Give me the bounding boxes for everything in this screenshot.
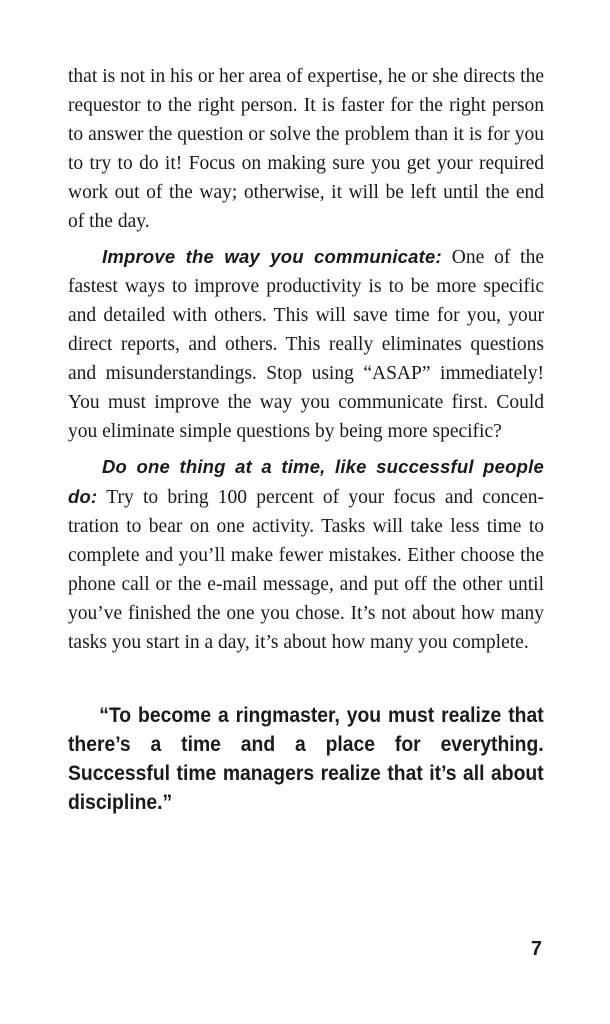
paragraph-one-thing xyxy=(68,452,544,657)
pull-quote: “To become a ringmaster, you must realize that there’s a time and a place for everything. Successful time managers realize that it’s all about discipline.” xyxy=(68,704,544,814)
runin-heading-communicate: Improve the way you communicate: xyxy=(102,246,442,267)
runin-heading-one-thing: Do one thing at a time, like successful people do: xyxy=(68,456,544,507)
page-body xyxy=(68,62,544,817)
paragraph-text: that is not in his or her area of expertise, he or she directs the requestor to the right person. It is faster for the right person to answer the question or solve the problem than it is for you to try to do it! Focus on making sure you get your required work out of the way; otherwise, it will be left until the end of the day. xyxy=(68,66,544,232)
paragraph-communicate xyxy=(68,242,544,446)
paragraph-text: Try to bring 100 percent of your focus and concentration to bear on one activity. Tasks will take less time to complete and you’ll make fewer mistakes. Either choose the phone call or the e-mail message, and put off the other until you’ve finished the one you chose. It’s not about how many tasks you start in a day, it’s about how many you complete. xyxy=(68,487,544,653)
paragraph-continuation xyxy=(68,62,544,236)
page-number: 7 xyxy=(530,938,542,960)
paragraph-text: One of the fastest ways to improve productivity is to be more specific and detailed with others. This will save time for you, your direct reports, and others. This really eliminates questions and misunderstandings. Stop using “ASAP” immediately! You must improve the way you communicate first. Could you eliminate simple questions by being more specific? xyxy=(68,247,544,442)
